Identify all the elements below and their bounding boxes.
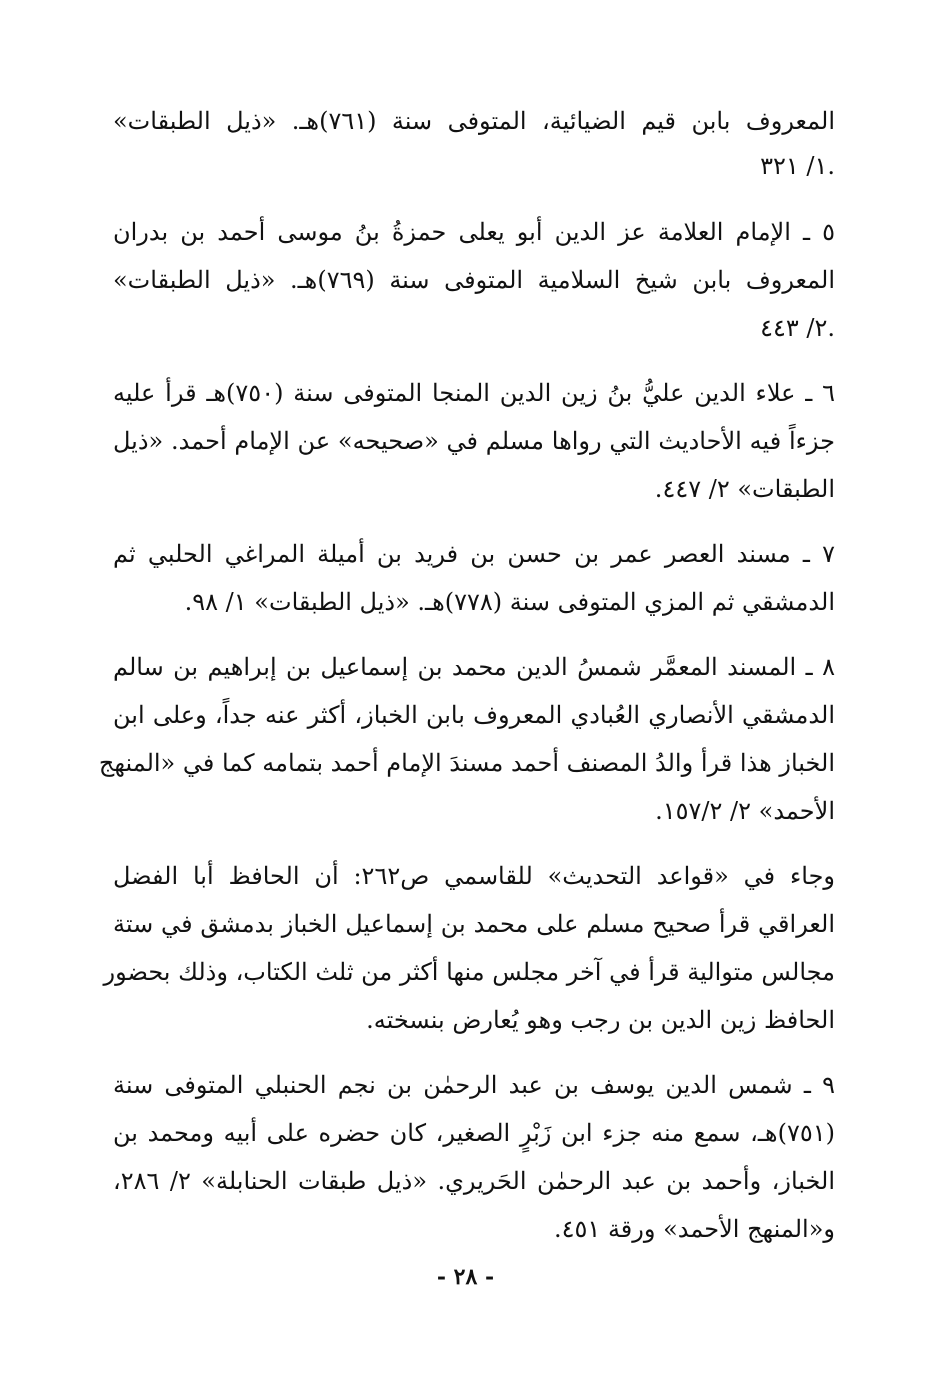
text-line: وجاء في «قواعد التحديث» للقاسمي ص٢٦٢: أن الحافظ أبا الفضل (113, 862, 836, 890)
text-line: الأحمد» ٢/ ١٥٧/٢. (655, 797, 835, 825)
text-line: العراقي قرأ صحيح مسلم على محمد بن إسماعيل الخباز بدمشق في ستة (113, 910, 835, 938)
text-line: الخباز هذا قرأ والدُ المصنف أحمد مسندَ الإمام أحمد بتمامه كما في «المنهج (98, 749, 835, 777)
text-line: جزءاً فيه الأحاديث التي رواها مسلم في «صحيحه» عن الإمام أحمد. «ذيل (113, 427, 835, 455)
text-line: ٧ ـ مسند العصر عمر بن حسن بن فريد بن أميلة المراغي الحلبي ثم (113, 540, 835, 568)
text-line: المعروف بابن قيم الضيائية، المتوفى سنة (٧٦١)هـ. «ذيل الطبقات» (113, 107, 835, 135)
text-line: (٧٥١)هـ، سمع منه جزء ابن زَبْرٍ الصغير، كان حضره على أبيه ومحمد بن (113, 1119, 835, 1147)
text-line: الطبقات» ٢/ ٤٤٧. (654, 475, 835, 503)
text-line: ١/ ٣٢١. (760, 152, 835, 180)
text-line: ٩ ـ شمس الدين يوسف بن عبد الرحمٰن بن نجم الحنبلي المتوفى سنة (113, 1071, 835, 1099)
page-number: - ٢٨ - (436, 1264, 495, 1290)
text-line: الدمشقي الأنصاري العُبادي المعروف بابن الخباز، أكثر عنه جداً، وعلى ابن (113, 701, 835, 729)
text-line: الدمشقي ثم المزي المتوفى سنة (٧٧٨)هـ. «ذيل الطبقات» ١/ ٩٨. (184, 588, 835, 616)
text-line: الحافظ زين الدين بن رجب وهو يُعارض بنسخته. (366, 1006, 835, 1034)
text-line: المعروف بابن شيخ السلامية المتوفى سنة (٧٦٩)هـ. «ذيل الطبقات» (113, 266, 835, 294)
text-line: و«المنهج الأحمد» ورقة ٤٥١. (554, 1215, 835, 1243)
text-line: ٦ ـ علاء الدين عليُّ بنُ زين الدين المنجا المتوفى سنة (٧٥٠)هـ قرأ عليه (113, 379, 835, 407)
text-line: ٨ ـ المسند المعمَّر شمسُ الدين محمد بن إسماعيل بن إبراهيم بن سالم (113, 653, 835, 681)
text-line: ٥ ـ الإمام العلامة عز الدين أبو يعلى حمزةُ بنُ موسى أحمد بن بدران (113, 218, 835, 246)
text-line: الخباز، وأحمد بن عبد الرحمٰن الحَريري. «ذيل طبقات الحنابلة» ٢/ ٢٨٦، (113, 1167, 836, 1195)
text-line: مجالس متوالية قرأ في آخر مجلس منها أكثر من ثلث الكتاب، وذلك بحضور (103, 958, 835, 986)
text-line: ٢/ ٤٤٣. (760, 314, 835, 342)
